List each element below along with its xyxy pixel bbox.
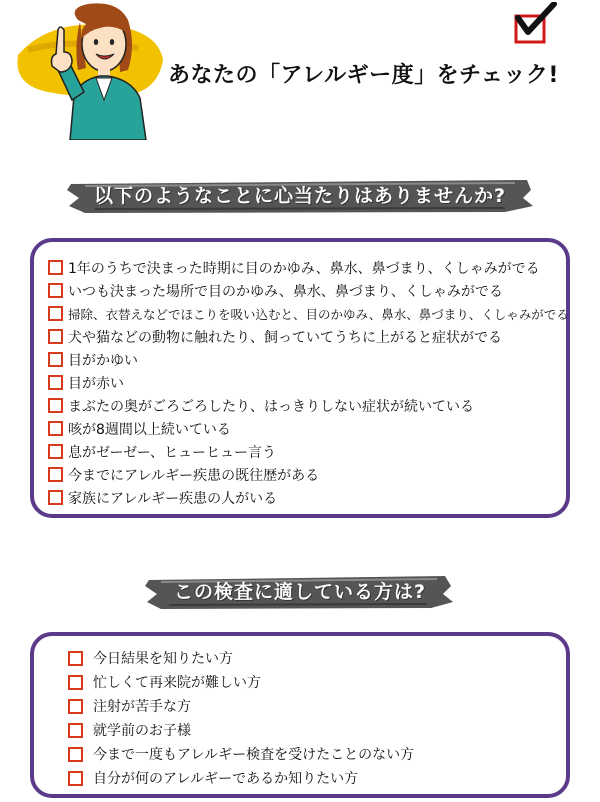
list-item xyxy=(48,463,566,486)
checkbox[interactable] xyxy=(48,467,63,482)
checkbox[interactable] xyxy=(68,651,83,666)
list-item-text: 忙しくて再来院が難しい方 xyxy=(93,675,261,691)
list-item xyxy=(48,486,566,509)
list-item xyxy=(68,766,566,790)
checkbox[interactable] xyxy=(48,421,63,436)
checkbox[interactable] xyxy=(48,444,63,459)
checkbox[interactable] xyxy=(68,771,83,786)
list-item-text: 自分が何のアレルギーであるか知りたい方 xyxy=(93,771,359,787)
list-item xyxy=(48,417,566,440)
checkbox[interactable] xyxy=(48,398,63,413)
section1-heading-banner xyxy=(65,176,535,216)
list-item xyxy=(48,371,566,394)
checkbox[interactable] xyxy=(68,747,83,762)
list-item xyxy=(48,302,569,325)
checkbox[interactable] xyxy=(68,675,83,690)
checkmark-box-icon xyxy=(512,2,560,46)
list-item-text: まぶたの奥がごろごろしたり、はっきりしない症状が続いている xyxy=(68,398,474,415)
header xyxy=(0,0,600,150)
list-item-text: 1年のうちで決まった時期に目のかゆみ、鼻水、鼻づまり、くしゃみがでる xyxy=(68,260,540,277)
list-item xyxy=(48,325,566,348)
list-item-text: 家族にアレルギー疾患の人がいる xyxy=(68,490,278,507)
checkbox[interactable] xyxy=(48,375,63,390)
woman-pointing-icon xyxy=(8,0,168,140)
list-item xyxy=(48,348,566,371)
list-item xyxy=(48,256,566,279)
symptoms-checklist-box xyxy=(30,238,570,518)
list-item-text: 掃除、衣替えなどでほこりを吸い込むと、目のかゆみ、鼻水、鼻づまり、くしゃみがでる xyxy=(68,306,569,322)
checkbox[interactable] xyxy=(48,306,63,321)
suitable-checklist-box xyxy=(30,632,570,798)
list-item-text: 犬や猫などの動物に触れたり、飼っていてうちに上がると症状がでる xyxy=(68,329,502,346)
list-item-text: 就学前のお子様 xyxy=(93,723,191,739)
suitable-list xyxy=(68,646,566,790)
list-item xyxy=(48,279,566,302)
list-item xyxy=(68,670,566,694)
list-item xyxy=(68,742,566,766)
list-item xyxy=(68,646,566,670)
list-item-text: 今日結果を知りたい方 xyxy=(93,651,233,667)
list-item xyxy=(48,440,566,463)
list-item-text: 今まで一度もアレルギー検査を受けたことのない方 xyxy=(93,747,415,763)
list-item xyxy=(48,394,566,417)
page-title: あなたの「アレルギー度」をチェック! xyxy=(168,63,559,88)
checkbox[interactable] xyxy=(48,352,63,367)
list-item xyxy=(68,718,566,742)
section2-heading-banner xyxy=(145,572,455,612)
section2-heading: この検査に適している方は? xyxy=(173,581,427,603)
checkbox[interactable] xyxy=(68,699,83,714)
checkbox[interactable] xyxy=(48,283,63,298)
list-item-text: 目がかゆい xyxy=(68,352,138,369)
symptoms-list xyxy=(48,256,569,509)
section1-heading: 以下のようなことに心当たりはありませんか? xyxy=(93,185,507,207)
list-item-text: 息がゼーゼー、ヒューヒュー言う xyxy=(68,444,277,461)
list-item-text: 目が赤い xyxy=(68,375,124,392)
list-item-text: 今までにアレルギー疾患の既往歴がある xyxy=(68,467,320,484)
list-item xyxy=(68,694,566,718)
checkbox[interactable] xyxy=(48,329,63,344)
checkbox[interactable] xyxy=(48,490,63,505)
list-item-text: 咳が8週間以上続いている xyxy=(68,421,231,438)
list-item-text: いつも決まった場所で目のかゆみ、鼻水、鼻づまり、くしゃみがでる xyxy=(68,283,503,300)
checkbox[interactable] xyxy=(68,723,83,738)
checkbox[interactable] xyxy=(48,260,63,275)
list-item-text: 注射が苦手な方 xyxy=(93,699,191,715)
